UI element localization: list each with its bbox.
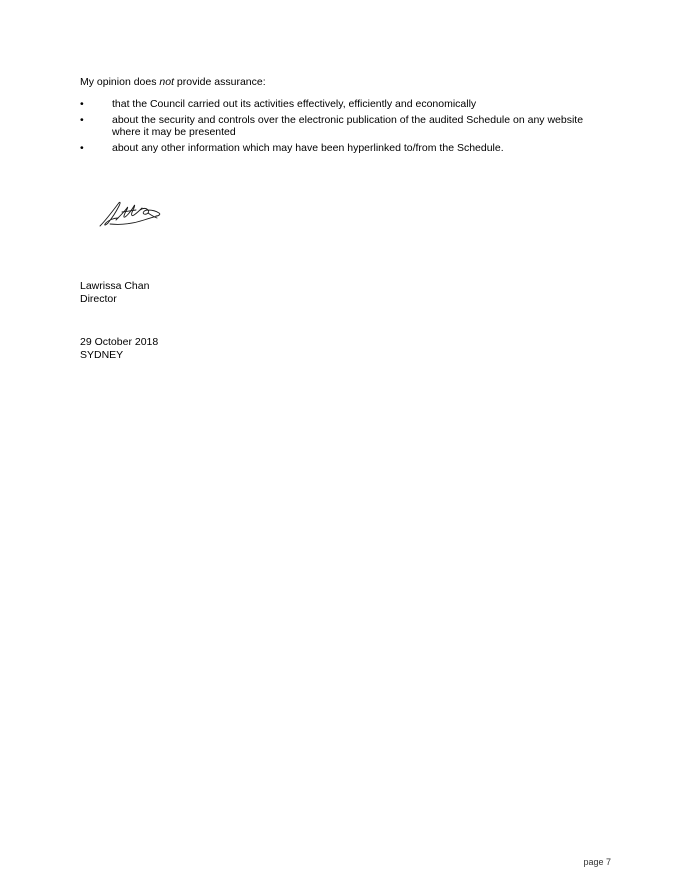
intro-emphasis: not [159, 76, 174, 88]
signing-date: 29 October 2018 [80, 336, 159, 348]
date-location-block [80, 336, 158, 362]
list-item-text: that the Council carried out its activities effectively, efficiently and economically [112, 98, 477, 110]
signer-block [80, 280, 149, 306]
signer-title: Director [80, 293, 117, 305]
list-item [80, 142, 600, 155]
opinion-intro [80, 76, 266, 89]
list-item [80, 98, 600, 111]
assurance-list [80, 98, 600, 157]
list-item-text: about any other information which may have been hyperlinked to/from the Schedule. [112, 141, 504, 154]
list-item [80, 114, 600, 139]
intro-text-before: My opinion does [80, 76, 160, 88]
bullet-icon: • [80, 141, 84, 154]
signing-city: SYDNEY [80, 349, 124, 361]
signature-icon [96, 196, 166, 230]
signer-name: Lawrissa Chan [80, 280, 150, 292]
bullet-icon: • [80, 98, 84, 110]
bullet-icon: • [80, 113, 84, 126]
page-number: page 7 [583, 857, 611, 867]
intro-text-after: provide assurance: [174, 76, 266, 88]
list-item-text: about the security and controls over the electronic publication of the audited Schedule on any website where it may be presented [112, 113, 584, 138]
